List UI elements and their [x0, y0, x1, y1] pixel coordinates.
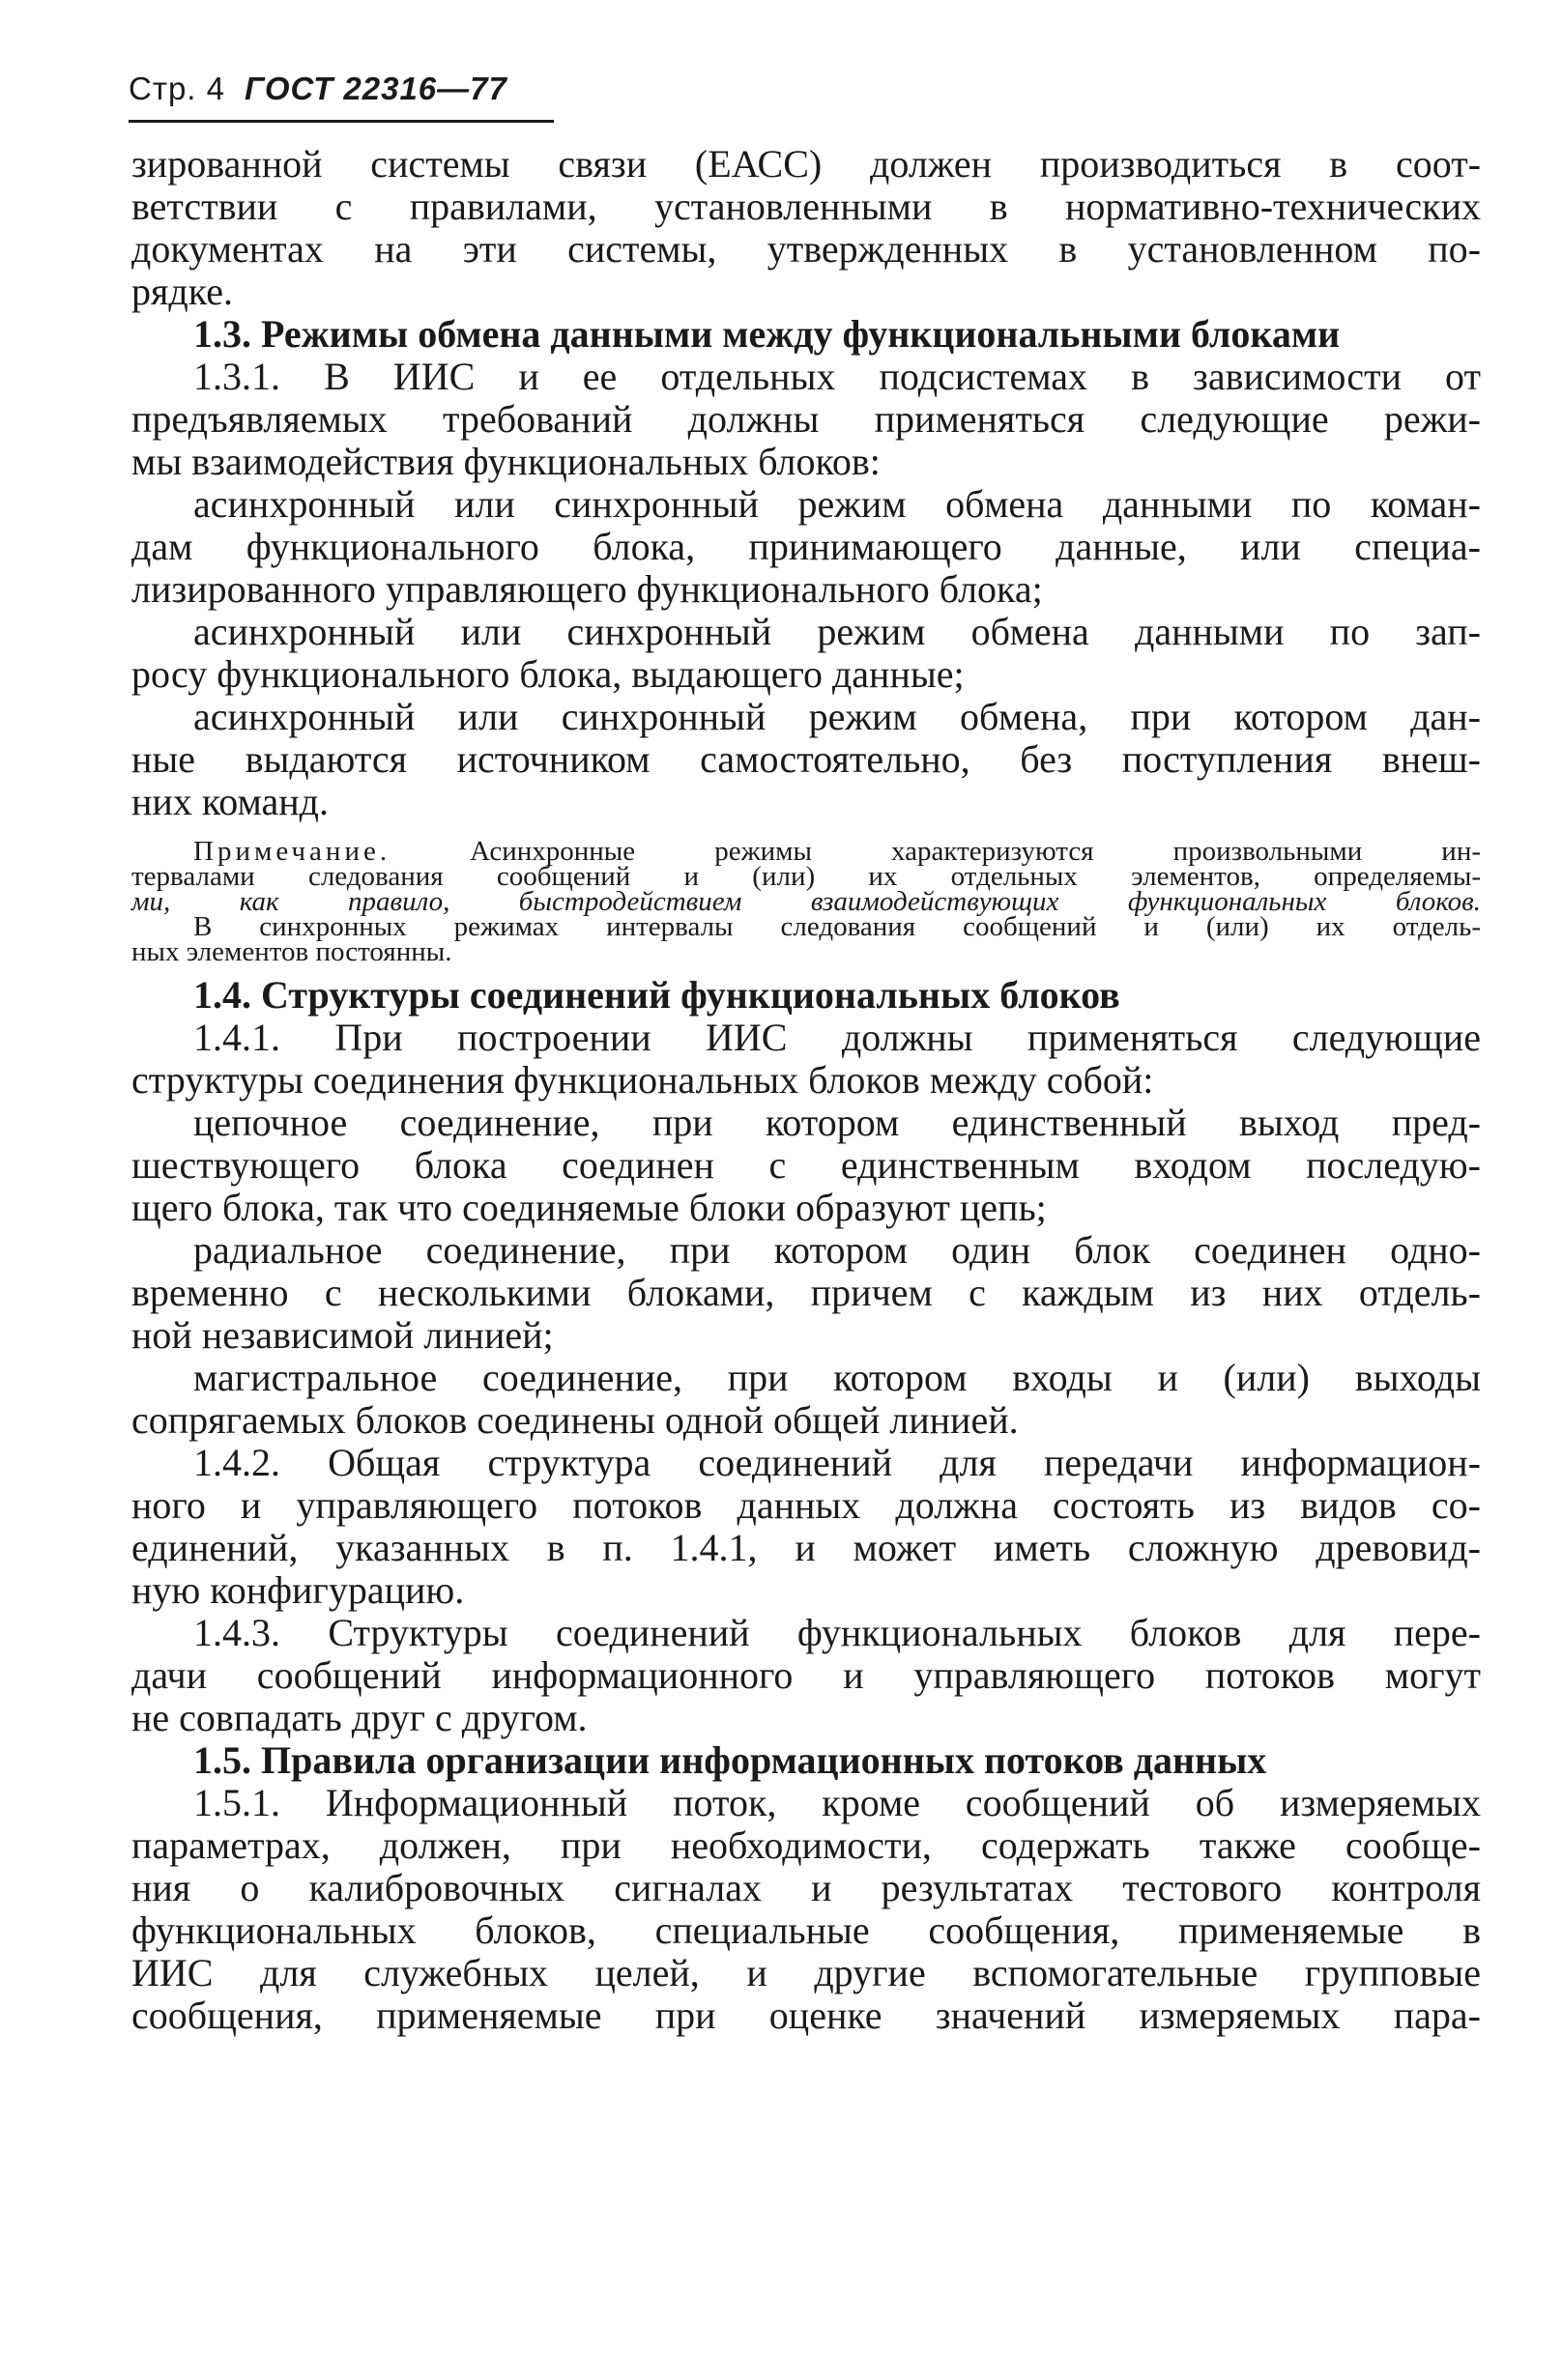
text-line: 1.4.2. Общая структура соединений для передачи информацион-	[193, 1441, 1481, 1484]
text-line: структуры соединения функциональных блоков между собой:	[131, 1058, 1154, 1102]
text-line: функциональных блоков, специальные сообщения, применяемые в	[131, 1908, 1481, 1952]
text-line: асинхронный или синхронный режим обмена данными по коман-	[193, 482, 1481, 526]
text-line: ную конфигурацию.	[131, 1568, 465, 1612]
note-line: ных элементов постоянны.	[131, 936, 452, 967]
note-text: Асинхронные режимы характеризуются произвольными ин-	[470, 836, 1481, 867]
text-line: ной независимой линией;	[131, 1313, 554, 1357]
list-item-bus	[131, 1357, 1481, 1442]
note-line: В синхронных режимах интервалы следования сообщений и (или) их отдель-	[193, 911, 1481, 942]
list-item-chain	[131, 1102, 1481, 1229]
text-line: 1.5.1. Информационный поток, кроме сообщений об измеряемых	[193, 1781, 1481, 1824]
list-item-mode-3	[131, 696, 1481, 823]
section-heading-1-3	[131, 313, 1481, 356]
heading-line: 1.4. Структуры соединений функциональных блоков	[193, 973, 1120, 1017]
text-line: них команд.	[131, 780, 330, 823]
text-line: росу функционального блока, выдающего данные;	[131, 652, 965, 696]
paragraph-1-4-2	[131, 1442, 1481, 1612]
text-line: 1.3.1. В ИИС и ее отдельных подсистемах в зависимости от	[193, 355, 1481, 398]
text-line: не совпадать друг с другом.	[131, 1696, 588, 1739]
standard-designation: ГОСТ 22316—77	[245, 71, 507, 106]
paragraph-1-4-3	[131, 1612, 1481, 1739]
text-line: параметрах, должен, при необходимости, содержать также сообще-	[131, 1823, 1481, 1867]
text-line: радиальное соединение, при котором один блок соединен одно-	[193, 1228, 1481, 1272]
note-label: Примечание.	[193, 836, 391, 867]
paragraph-1-4-1	[131, 1017, 1481, 1102]
text-line: единений, указанных в п. 1.4.1, и может иметь сложную древовид-	[131, 1526, 1481, 1569]
list-item-mode-2	[131, 611, 1481, 696]
text-line: шествующего блока соединен с единственным входом последую-	[131, 1143, 1481, 1187]
section-heading-1-4	[131, 974, 1481, 1017]
page-body	[131, 143, 1481, 2037]
text-line: асинхронный или синхронный режим обмена данными по зап-	[193, 610, 1481, 653]
text-line: документах на эти системы, утвержденных в установленном по-	[131, 227, 1481, 271]
text-line: асинхронный или синхронный режим обмена, при котором дан-	[193, 695, 1481, 738]
text-line: рядке.	[131, 270, 233, 313]
text-line: дам функционального блока, принимающего данные, или специа-	[131, 525, 1481, 568]
text-line: сообщения, применяемые при оценке значений измеряемых пара-	[131, 1993, 1481, 2037]
note-line: ми, как правило, быстродействием взаимодействующих функциональных блоков.	[131, 886, 1481, 917]
page-header	[129, 64, 554, 123]
paragraph-continuation	[131, 143, 1481, 313]
list-item-mode-1	[131, 483, 1481, 611]
paragraph-1-5-1	[131, 1782, 1481, 2037]
text-line: цепочное соединение, при котором единственный выход пред-	[193, 1101, 1481, 1144]
text-line: щего блока, так что соединяемые блоки образуют цепь;	[131, 1186, 1047, 1229]
text-line: зированной системы связи (ЕАСС) должен производиться в соот-	[131, 142, 1481, 186]
text-line: лизированного управляющего функционального блока;	[131, 567, 1043, 611]
heading-line: 1.3. Режимы обмена данными между функциональными блоками	[193, 312, 1341, 356]
paragraph-1-3-1	[131, 356, 1481, 483]
list-item-radial	[131, 1229, 1481, 1357]
text-line: магистральное соединение, при котором входы и (или) выходы	[193, 1356, 1481, 1399]
text-line: ного и управляющего потоков данных должна состоять из видов со-	[131, 1483, 1481, 1527]
note-line: тервалами следования сообщений и (или) их отдельных элементов, определяемы-	[131, 861, 1481, 892]
text-line: ветствии с правилами, установленными в нормативно-технических	[131, 185, 1481, 228]
text-line: ИИС для служебных целей, и другие вспомогательные групповые	[131, 1951, 1481, 1994]
text-line: дачи сообщений информационного и управляющего потоков могут	[131, 1653, 1481, 1697]
text-line: временно с несколькими блоками, причем с каждым из них отдель-	[131, 1271, 1481, 1314]
text-line: мы взаимодействия функциональных блоков:	[131, 440, 881, 483]
text-line: ные выдаются источником самостоятельно, без поступления внеш-	[131, 737, 1481, 781]
text-line: ния о калибровочных сигналах и результатах тестового контроля	[131, 1866, 1481, 1909]
text-line: предъявляемых требований должны применяться следующие режи-	[131, 397, 1481, 441]
note-block	[131, 836, 1481, 967]
text-line: 1.4.3. Структуры соединений функциональных блоков для пере-	[193, 1611, 1481, 1654]
heading-line: 1.5. Правила организации информационных потоков данных	[193, 1738, 1267, 1782]
text-line: сопрягаемых блоков соединены одной общей линией.	[131, 1398, 1019, 1442]
page-number: Стр. 4	[129, 71, 225, 106]
text-line: 1.4.1. При построении ИИС должны применяться следующие	[193, 1016, 1481, 1059]
section-heading-1-5	[131, 1739, 1481, 1782]
